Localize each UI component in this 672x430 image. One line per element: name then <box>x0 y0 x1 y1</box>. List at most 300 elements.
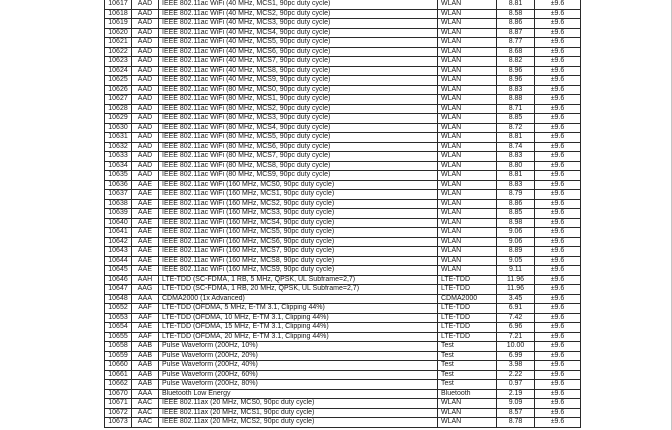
system-name-cell: IEEE 802.11ac WiFi (160 MHz, MCS6, 90pc duty cycle) <box>159 237 438 247</box>
table-row <box>105 218 581 228</box>
par-value-cell: 8.81 <box>497 0 535 9</box>
par-value-cell: 9.09 <box>497 399 535 409</box>
group-cell: WLAN <box>438 142 497 152</box>
uid-cell: 10648 <box>105 294 132 304</box>
uncertainty-cell: ±9.6 <box>535 332 581 342</box>
uid-cell: 10620 <box>105 28 132 38</box>
table-row <box>105 342 581 352</box>
uid-cell: 10632 <box>105 142 132 152</box>
uncertainty-cell: ±9.6 <box>535 218 581 228</box>
group-cell: WLAN <box>438 104 497 114</box>
table-row <box>105 323 581 333</box>
uncertainty-cell: ±9.6 <box>535 142 581 152</box>
group-cell: LTE-TDD <box>438 285 497 295</box>
revision-cell: AAE <box>132 218 159 228</box>
revision-cell: AAE <box>132 180 159 190</box>
uid-cell: 10631 <box>105 133 132 143</box>
revision-cell: AAD <box>132 171 159 181</box>
uncertainty-cell: ±9.6 <box>535 304 581 314</box>
par-value-cell: 8.74 <box>497 142 535 152</box>
uncertainty-cell: ±9.6 <box>535 190 581 200</box>
revision-cell: AAD <box>132 57 159 67</box>
revision-cell: AAD <box>132 152 159 162</box>
table-row <box>105 294 581 304</box>
group-cell: WLAN <box>438 399 497 409</box>
uid-cell: 10618 <box>105 9 132 19</box>
system-name-cell: IEEE 802.11ac WiFi (160 MHz, MCS1, 90pc duty cycle) <box>159 190 438 200</box>
group-cell: Test <box>438 361 497 371</box>
uncertainty-cell: ±9.6 <box>535 0 581 9</box>
par-value-cell: 9.05 <box>497 256 535 266</box>
revision-cell: AAD <box>132 95 159 105</box>
uncertainty-cell: ±9.6 <box>535 313 581 323</box>
uid-cell: 10621 <box>105 38 132 48</box>
revision-cell: AAD <box>132 133 159 143</box>
revision-cell: AAA <box>132 389 159 399</box>
revision-cell: AAF <box>132 304 159 314</box>
group-cell: WLAN <box>438 0 497 9</box>
group-cell: WLAN <box>438 152 497 162</box>
revision-cell: AAD <box>132 142 159 152</box>
table-row <box>105 47 581 57</box>
par-value-cell: 9.06 <box>497 228 535 238</box>
table-row <box>105 76 581 86</box>
revision-cell: AAE <box>132 247 159 257</box>
par-value-cell: 8.72 <box>497 123 535 133</box>
uncertainty-cell: ±9.6 <box>535 133 581 143</box>
system-name-cell: LTE-TDD (SC-FDMA, 1 RB, 5 MHz, QPSK, UL Subframe=2,7) <box>159 275 438 285</box>
group-cell: WLAN <box>438 408 497 418</box>
table-row <box>105 161 581 171</box>
table-row <box>105 351 581 361</box>
table-row <box>105 28 581 38</box>
uncertainty-cell: ±9.6 <box>535 85 581 95</box>
system-name-cell: IEEE 802.11ac WiFi (160 MHz, MCS0, 90pc duty cycle) <box>159 180 438 190</box>
revision-cell: AAE <box>132 256 159 266</box>
revision-cell: AAD <box>132 9 159 19</box>
group-cell: WLAN <box>438 180 497 190</box>
table-row <box>105 285 581 295</box>
table-row <box>105 114 581 124</box>
group-cell: WLAN <box>438 209 497 219</box>
uid-cell: 10661 <box>105 370 132 380</box>
group-cell: LTE-TDD <box>438 323 497 333</box>
revision-cell: AAD <box>132 38 159 48</box>
uncertainty-cell: ±9.6 <box>535 199 581 209</box>
uid-cell: 10659 <box>105 351 132 361</box>
revision-cell: AAD <box>132 28 159 38</box>
uid-cell: 10671 <box>105 399 132 409</box>
system-name-cell: Pulse Waveform (200Hz, 80%) <box>159 380 438 390</box>
table-row <box>105 152 581 162</box>
revision-cell: AAF <box>132 332 159 342</box>
par-value-cell: 8.98 <box>497 218 535 228</box>
uid-cell: 10662 <box>105 380 132 390</box>
par-value-cell: 8.86 <box>497 199 535 209</box>
revision-cell: AAD <box>132 47 159 57</box>
uncertainty-cell: ±9.6 <box>535 104 581 114</box>
table-row <box>105 380 581 390</box>
uncertainty-cell: ±9.6 <box>535 57 581 67</box>
table-row <box>105 133 581 143</box>
table-row <box>105 199 581 209</box>
group-cell: WLAN <box>438 57 497 67</box>
uncertainty-cell: ±9.6 <box>535 266 581 276</box>
group-cell: WLAN <box>438 114 497 124</box>
table-row <box>105 370 581 380</box>
table-row <box>105 171 581 181</box>
system-name-cell: IEEE 802.11ac WiFi (160 MHz, MCS7, 90pc duty cycle) <box>159 247 438 257</box>
uncertainty-cell: ±9.6 <box>535 76 581 86</box>
uid-cell: 10634 <box>105 161 132 171</box>
table-row <box>105 66 581 76</box>
uid-cell: 10654 <box>105 323 132 333</box>
par-value-cell: 8.86 <box>497 19 535 29</box>
revision-cell: AAD <box>132 19 159 29</box>
table-row <box>105 408 581 418</box>
uncertainty-cell: ±9.6 <box>535 161 581 171</box>
revision-cell: AAE <box>132 199 159 209</box>
group-cell: WLAN <box>438 123 497 133</box>
uid-cell: 10633 <box>105 152 132 162</box>
uid-cell: 10635 <box>105 171 132 181</box>
par-value-cell: 8.96 <box>497 76 535 86</box>
revision-cell: AAD <box>132 76 159 86</box>
system-name-cell: IEEE 802.11ac WiFi (80 MHz, MCS6, 90pc duty cycle) <box>159 142 438 152</box>
group-cell: WLAN <box>438 237 497 247</box>
system-name-cell: IEEE 802.11ac WiFi (160 MHz, MCS8, 90pc duty cycle) <box>159 256 438 266</box>
revision-cell: AAC <box>132 408 159 418</box>
uid-cell: 10638 <box>105 199 132 209</box>
uid-cell: 10646 <box>105 275 132 285</box>
uncertainty-cell: ±9.6 <box>535 294 581 304</box>
uid-cell: 10642 <box>105 237 132 247</box>
par-value-cell: 8.80 <box>497 161 535 171</box>
system-name-cell: IEEE 802.11ac WiFi (80 MHz, MCS2, 90pc duty cycle) <box>159 104 438 114</box>
system-name-cell: IEEE 802.11ax (20 MHz, MCS2, 90pc duty cycle) <box>159 418 438 428</box>
par-value-cell: 8.81 <box>497 133 535 143</box>
par-value-cell: 8.71 <box>497 104 535 114</box>
uncertainty-cell: ±9.6 <box>535 209 581 219</box>
group-cell: WLAN <box>438 190 497 200</box>
par-value-cell: 0.97 <box>497 380 535 390</box>
table-row <box>105 142 581 152</box>
table-row <box>105 180 581 190</box>
uncertainty-cell: ±9.6 <box>535 171 581 181</box>
system-name-cell: IEEE 802.11ac WiFi (160 MHz, MCS9, 90pc duty cycle) <box>159 266 438 276</box>
uncertainty-cell: ±9.6 <box>535 180 581 190</box>
system-name-cell: IEEE 802.11ac WiFi (40 MHz, MCS4, 90pc duty cycle) <box>159 28 438 38</box>
table-row <box>105 237 581 247</box>
group-cell: Test <box>438 370 497 380</box>
uid-cell: 10637 <box>105 190 132 200</box>
par-value-cell: 2.19 <box>497 389 535 399</box>
system-name-cell: IEEE 802.11ac WiFi (80 MHz, MCS5, 90pc duty cycle) <box>159 133 438 143</box>
uncertainty-cell: ±9.6 <box>535 123 581 133</box>
uid-cell: 10670 <box>105 389 132 399</box>
group-cell: WLAN <box>438 161 497 171</box>
uid-cell: 10655 <box>105 332 132 342</box>
system-name-cell: LTE-TDD (OFDMA, 20 MHz, E-TM 3.1, Clipping 44%) <box>159 332 438 342</box>
table-row <box>105 266 581 276</box>
uid-cell: 10629 <box>105 114 132 124</box>
uncertainty-cell: ±9.6 <box>535 418 581 428</box>
table-row <box>105 38 581 48</box>
system-name-cell: Pulse Waveform (200Hz, 40%) <box>159 361 438 371</box>
group-cell: WLAN <box>438 256 497 266</box>
revision-cell: AAD <box>132 0 159 9</box>
table-row <box>105 313 581 323</box>
uid-cell: 10628 <box>105 104 132 114</box>
table-row <box>105 418 581 428</box>
system-name-cell: IEEE 802.11ac WiFi (40 MHz, MCS1, 90pc duty cycle) <box>159 0 438 9</box>
uncertainty-cell: ±9.6 <box>535 351 581 361</box>
par-value-cell: 9.11 <box>497 266 535 276</box>
uid-cell: 10660 <box>105 361 132 371</box>
revision-cell: AAB <box>132 370 159 380</box>
par-value-cell: 10.00 <box>497 342 535 352</box>
par-value-cell: 6.96 <box>497 323 535 333</box>
system-name-cell: IEEE 802.11ac WiFi (40 MHz, MCS5, 90pc duty cycle) <box>159 38 438 48</box>
uncertainty-cell: ±9.6 <box>535 408 581 418</box>
uid-cell: 10617 <box>105 0 132 9</box>
system-name-cell: LTE-TDD (SC-FDMA, 1 RB, 20 MHz, QPSK, UL Subframe=2,7) <box>159 285 438 295</box>
uid-cell: 10653 <box>105 313 132 323</box>
uncertainty-cell: ±9.6 <box>535 370 581 380</box>
revision-cell: AAD <box>132 104 159 114</box>
uncertainty-cell: ±9.6 <box>535 237 581 247</box>
uid-cell: 10624 <box>105 66 132 76</box>
revision-cell: AAG <box>132 285 159 295</box>
group-cell: WLAN <box>438 247 497 257</box>
group-cell: WLAN <box>438 38 497 48</box>
system-name-cell: IEEE 802.11ac WiFi (80 MHz, MCS3, 90pc duty cycle) <box>159 114 438 124</box>
revision-cell: AAE <box>132 237 159 247</box>
system-name-cell: IEEE 802.11ac WiFi (40 MHz, MCS9, 90pc duty cycle) <box>159 76 438 86</box>
group-cell: WLAN <box>438 133 497 143</box>
table-row <box>105 256 581 266</box>
revision-cell: AAF <box>132 313 159 323</box>
table-row <box>105 304 581 314</box>
table-row <box>105 95 581 105</box>
uncertainty-cell: ±9.6 <box>535 38 581 48</box>
par-value-cell: 8.85 <box>497 114 535 124</box>
group-cell: WLAN <box>438 76 497 86</box>
system-name-cell: IEEE 802.11ax (20 MHz, MCS1, 90pc duty cycle) <box>159 408 438 418</box>
group-cell: WLAN <box>438 85 497 95</box>
group-cell: WLAN <box>438 66 497 76</box>
uid-cell: 10639 <box>105 209 132 219</box>
uncertainty-cell: ±9.6 <box>535 380 581 390</box>
par-value-cell: 8.78 <box>497 418 535 428</box>
par-value-cell: 7.21 <box>497 332 535 342</box>
revision-cell: AAB <box>132 342 159 352</box>
table-body <box>105 0 581 427</box>
uncertainty-cell: ±9.6 <box>535 66 581 76</box>
table-row <box>105 399 581 409</box>
par-value-cell: 8.77 <box>497 38 535 48</box>
revision-cell: AAB <box>132 351 159 361</box>
uncertainty-cell: ±9.6 <box>535 19 581 29</box>
system-name-cell: Pulse Waveform (200Hz, 10%) <box>159 342 438 352</box>
system-name-cell: LTE-TDD (OFDMA, 10 MHz, E-TM 3.1, Clipping 44%) <box>159 313 438 323</box>
uncertainty-cell: ±9.6 <box>535 95 581 105</box>
group-cell: Test <box>438 380 497 390</box>
uid-cell: 10627 <box>105 95 132 105</box>
system-name-cell: CDMA2000 (1x Advanced) <box>159 294 438 304</box>
group-cell: Test <box>438 342 497 352</box>
system-name-cell: LTE-TDD (OFDMA, 5 MHz, E-TM 3.1, Clipping 44%) <box>159 304 438 314</box>
par-value-cell: 3.45 <box>497 294 535 304</box>
group-cell: LTE-TDD <box>438 304 497 314</box>
par-value-cell: 11.96 <box>497 285 535 295</box>
uid-cell: 10652 <box>105 304 132 314</box>
system-name-cell: IEEE 802.11ac WiFi (80 MHz, MCS8, 90pc duty cycle) <box>159 161 438 171</box>
uid-cell: 10623 <box>105 57 132 67</box>
uid-cell: 10619 <box>105 19 132 29</box>
table-row <box>105 361 581 371</box>
table-row <box>105 275 581 285</box>
communication-systems-table <box>104 0 581 428</box>
revision-cell: AAE <box>132 323 159 333</box>
uid-cell: 10645 <box>105 266 132 276</box>
uid-cell: 10625 <box>105 76 132 86</box>
system-name-cell: Bluetooth Low Energy <box>159 389 438 399</box>
par-value-cell: 6.91 <box>497 304 535 314</box>
par-value-cell: 8.58 <box>497 9 535 19</box>
system-name-cell: IEEE 802.11ac WiFi (40 MHz, MCS7, 90pc duty cycle) <box>159 57 438 67</box>
uid-cell: 10630 <box>105 123 132 133</box>
uid-cell: 10673 <box>105 418 132 428</box>
revision-cell: AAA <box>132 294 159 304</box>
table-row <box>105 104 581 114</box>
group-cell: WLAN <box>438 171 497 181</box>
system-name-cell: IEEE 802.11ac WiFi (160 MHz, MCS3, 90pc duty cycle) <box>159 209 438 219</box>
uid-cell: 10636 <box>105 180 132 190</box>
par-value-cell: 3.98 <box>497 361 535 371</box>
uncertainty-cell: ±9.6 <box>535 256 581 266</box>
table-row <box>105 209 581 219</box>
group-cell: WLAN <box>438 95 497 105</box>
system-name-cell: IEEE 802.11ac WiFi (80 MHz, MCS9, 90pc duty cycle) <box>159 171 438 181</box>
system-name-cell: IEEE 802.11ac WiFi (160 MHz, MCS5, 90pc duty cycle) <box>159 228 438 238</box>
group-cell: WLAN <box>438 266 497 276</box>
group-cell: LTE-TDD <box>438 313 497 323</box>
uid-cell: 10647 <box>105 285 132 295</box>
par-value-cell: 8.88 <box>497 95 535 105</box>
system-name-cell: IEEE 802.11ac WiFi (80 MHz, MCS1, 90pc duty cycle) <box>159 95 438 105</box>
uid-cell: 10626 <box>105 85 132 95</box>
system-name-cell: Pulse Waveform (200Hz, 60%) <box>159 370 438 380</box>
uncertainty-cell: ±9.6 <box>535 361 581 371</box>
system-name-cell: IEEE 802.11ac WiFi (40 MHz, MCS8, 90pc duty cycle) <box>159 66 438 76</box>
par-value-cell: 9.06 <box>497 237 535 247</box>
uid-cell: 10643 <box>105 247 132 257</box>
uid-cell: 10672 <box>105 408 132 418</box>
uncertainty-cell: ±9.6 <box>535 228 581 238</box>
table-row <box>105 57 581 67</box>
uncertainty-cell: ±9.6 <box>535 342 581 352</box>
revision-cell: AAE <box>132 209 159 219</box>
par-value-cell: 8.68 <box>497 47 535 57</box>
group-cell: Bluetooth <box>438 389 497 399</box>
par-value-cell: 8.57 <box>497 408 535 418</box>
uid-cell: 10644 <box>105 256 132 266</box>
system-name-cell: Pulse Waveform (200Hz, 20%) <box>159 351 438 361</box>
system-name-cell: IEEE 802.11ac WiFi (40 MHz, MCS6, 90pc duty cycle) <box>159 47 438 57</box>
revision-cell: AAD <box>132 161 159 171</box>
revision-cell: AAB <box>132 380 159 390</box>
uncertainty-cell: ±9.6 <box>535 247 581 257</box>
par-value-cell: 8.81 <box>497 171 535 181</box>
par-value-cell: 8.96 <box>497 66 535 76</box>
revision-cell: AAD <box>132 114 159 124</box>
par-value-cell: 11.96 <box>497 275 535 285</box>
revision-cell: AAD <box>132 66 159 76</box>
table-row <box>105 9 581 19</box>
revision-cell: AAC <box>132 399 159 409</box>
group-cell: CDMA2000 <box>438 294 497 304</box>
par-value-cell: 8.87 <box>497 28 535 38</box>
revision-cell: AAE <box>132 190 159 200</box>
par-value-cell: 7.42 <box>497 313 535 323</box>
table-row <box>105 247 581 257</box>
group-cell: WLAN <box>438 9 497 19</box>
par-value-cell: 8.79 <box>497 190 535 200</box>
uncertainty-cell: ±9.6 <box>535 47 581 57</box>
par-value-cell: 8.85 <box>497 209 535 219</box>
revision-cell: AAB <box>132 361 159 371</box>
revision-cell: AAD <box>132 123 159 133</box>
uncertainty-cell: ±9.6 <box>535 323 581 333</box>
group-cell: WLAN <box>438 47 497 57</box>
table-row <box>105 389 581 399</box>
uncertainty-cell: ±9.6 <box>535 9 581 19</box>
system-name-cell: IEEE 802.11ac WiFi (80 MHz, MCS0, 90pc duty cycle) <box>159 85 438 95</box>
revision-cell: AAD <box>132 85 159 95</box>
uid-cell: 10622 <box>105 47 132 57</box>
table-row <box>105 19 581 29</box>
par-value-cell: 8.89 <box>497 247 535 257</box>
group-cell: LTE-TDD <box>438 275 497 285</box>
revision-cell: AAC <box>132 418 159 428</box>
uid-cell: 10641 <box>105 228 132 238</box>
table-row <box>105 228 581 238</box>
table-row <box>105 85 581 95</box>
table-row <box>105 0 581 9</box>
group-cell: WLAN <box>438 19 497 29</box>
group-cell: LTE-TDD <box>438 332 497 342</box>
table-row <box>105 190 581 200</box>
uncertainty-cell: ±9.6 <box>535 28 581 38</box>
uncertainty-cell: ±9.6 <box>535 399 581 409</box>
uncertainty-cell: ±9.6 <box>535 275 581 285</box>
group-cell: WLAN <box>438 28 497 38</box>
table-row <box>105 123 581 133</box>
par-value-cell: 8.83 <box>497 85 535 95</box>
par-value-cell: 8.83 <box>497 180 535 190</box>
par-value-cell: 8.82 <box>497 57 535 67</box>
revision-cell: AAH <box>132 275 159 285</box>
system-name-cell: IEEE 802.11ac WiFi (80 MHz, MCS7, 90pc duty cycle) <box>159 152 438 162</box>
system-name-cell: IEEE 802.11ac WiFi (40 MHz, MCS2, 90pc duty cycle) <box>159 9 438 19</box>
system-name-cell: IEEE 802.11ax (20 MHz, MCS0, 90pc duty cycle) <box>159 399 438 409</box>
system-name-cell: IEEE 802.11ac WiFi (160 MHz, MCS4, 90pc duty cycle) <box>159 218 438 228</box>
group-cell: WLAN <box>438 218 497 228</box>
uncertainty-cell: ±9.6 <box>535 114 581 124</box>
uid-cell: 10658 <box>105 342 132 352</box>
system-name-cell: IEEE 802.11ac WiFi (80 MHz, MCS4, 90pc duty cycle) <box>159 123 438 133</box>
